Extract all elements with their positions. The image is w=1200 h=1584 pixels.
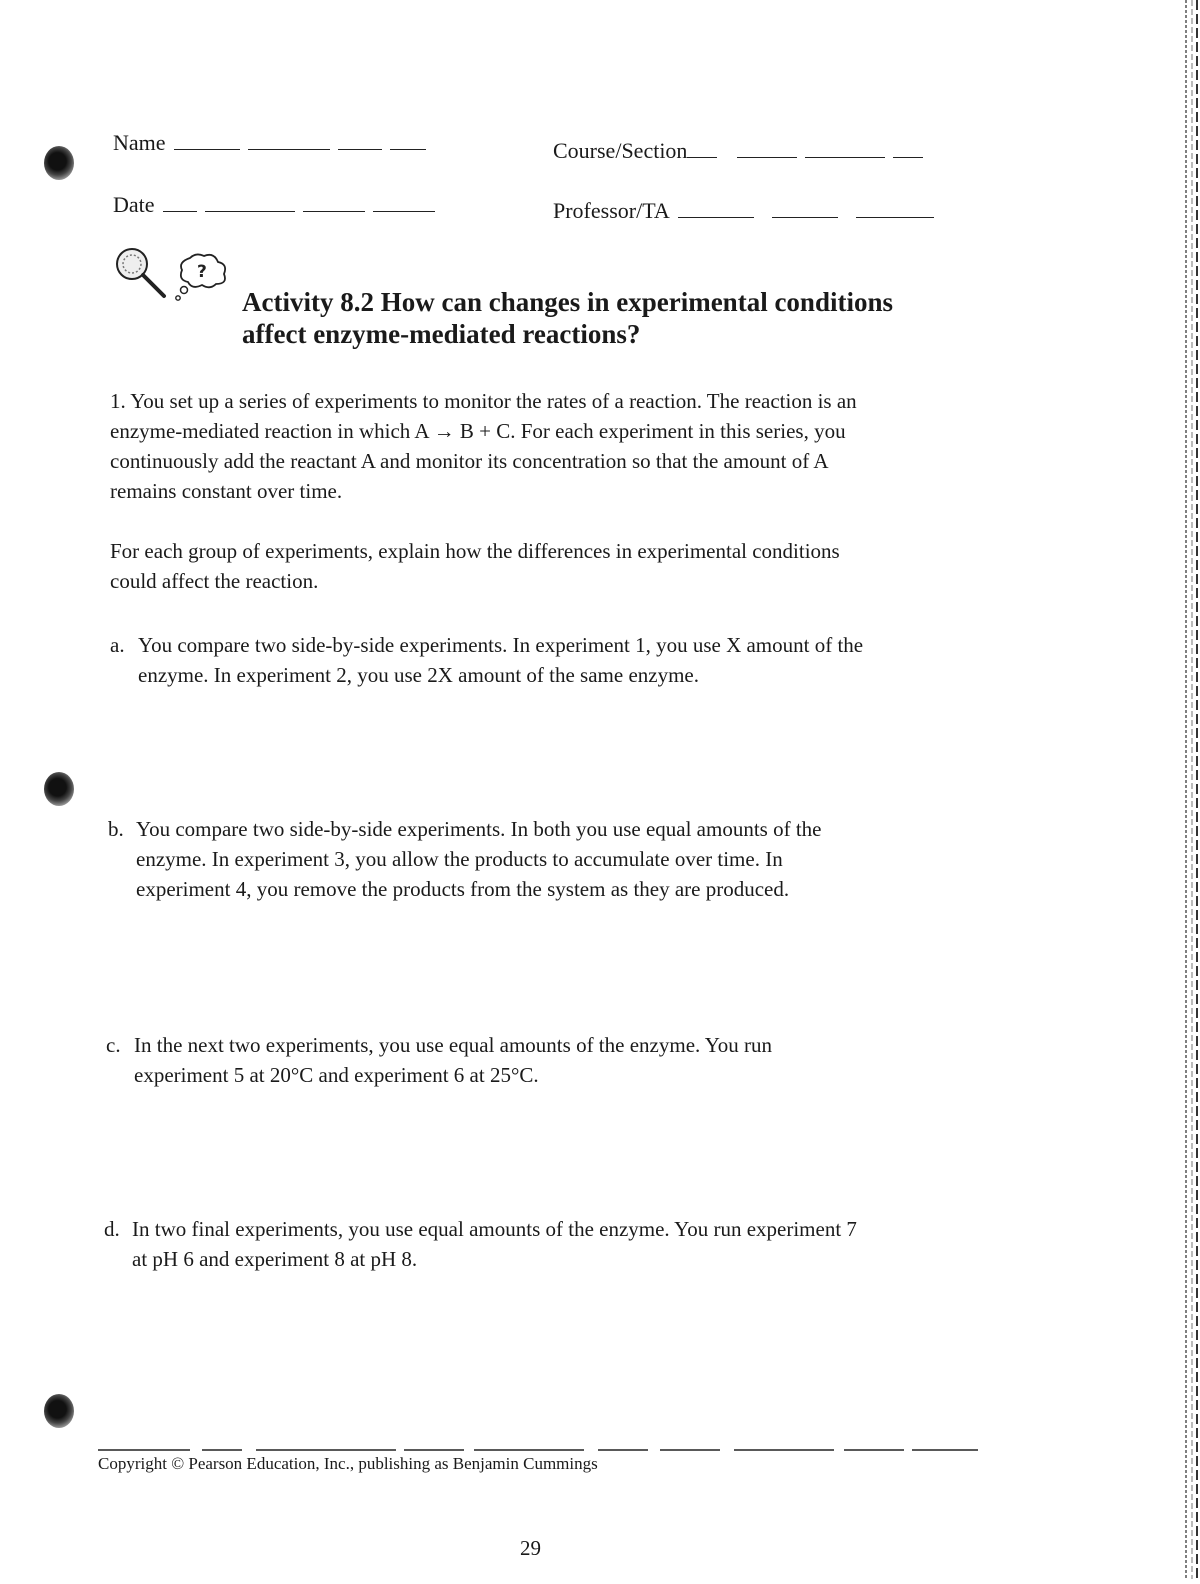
svg-text:?: ? (197, 262, 207, 282)
punch-hole-middle (44, 772, 74, 806)
question-line: enzyme. In experiment 2, you use 2X amount of the same enzyme. (138, 663, 699, 687)
name-field (113, 130, 426, 156)
course-section-field (553, 138, 923, 164)
intro-line: continuously add the reactant A and monitor its concentration so that the amount of A (110, 449, 829, 473)
intro-line: remains constant over time. (110, 479, 343, 503)
question-d (104, 1214, 994, 1274)
intro-line: enzyme-mediated reaction in which A → B + C. For each experiment in this series, you (110, 419, 846, 443)
date-field (113, 192, 435, 218)
question-letter: a. (110, 633, 125, 657)
page-number: 29 (520, 1536, 541, 1560)
question-letter: d. (104, 1217, 120, 1241)
question-letter: b. (108, 817, 124, 841)
punch-hole-bottom (44, 1394, 74, 1428)
question-line: experiment 4, you remove the products from the system as they are produced. (136, 877, 790, 901)
activity-title (242, 286, 893, 350)
professor-ta-field (553, 198, 934, 224)
thought-bubble-icon (172, 252, 234, 309)
professor-ta-label: Professor/TA (553, 198, 670, 223)
question-line: at pH 6 and experiment 8 at pH 8. (132, 1247, 418, 1271)
instructions-line: could affect the reaction. (110, 569, 319, 593)
name-label: Name (113, 130, 166, 155)
intro-line: 1. You set up a series of experiments to monitor the rates of a reaction. The reaction is an (110, 389, 857, 413)
title-line-1: Activity 8.2 How can changes in experimental conditions (242, 287, 893, 317)
question-letter: c. (106, 1033, 121, 1057)
course-section-label: Course/Section (553, 138, 688, 163)
magnifying-glass-icon (112, 246, 172, 307)
scan-edge (1178, 0, 1200, 1579)
punch-hole-top (44, 146, 74, 180)
question-line: You compare two side-by-side experiments. In both you use equal amounts of the (136, 817, 822, 841)
question-line: experiment 5 at 20°C and experiment 6 at 25°C. (134, 1063, 539, 1087)
question-line: In two final experiments, you use equal amounts of the enzyme. You run experiment 7 (132, 1217, 857, 1241)
copyright-notice: Copyright © Pearson Education, Inc., publishing as Benjamin Cummings (98, 1454, 598, 1473)
question-line: In the next two experiments, you use equal amounts of the enzyme. You run (134, 1033, 773, 1057)
instructions-paragraph (110, 536, 990, 596)
question-line: enzyme. In experiment 3, you allow the products to accumulate over time. In (136, 847, 783, 871)
question-line: You compare two side-by-side experiments. In experiment 1, you use X amount of the (138, 633, 864, 657)
question-a (110, 630, 990, 690)
instructions-line: For each group of experiments, explain how the differences in experimental conditions (110, 539, 840, 563)
title-line-2: affect enzyme-mediated reactions? (242, 319, 641, 349)
intro-paragraph (110, 386, 990, 506)
question-c (106, 1030, 986, 1090)
question-b (108, 814, 988, 904)
date-label: Date (113, 192, 155, 217)
